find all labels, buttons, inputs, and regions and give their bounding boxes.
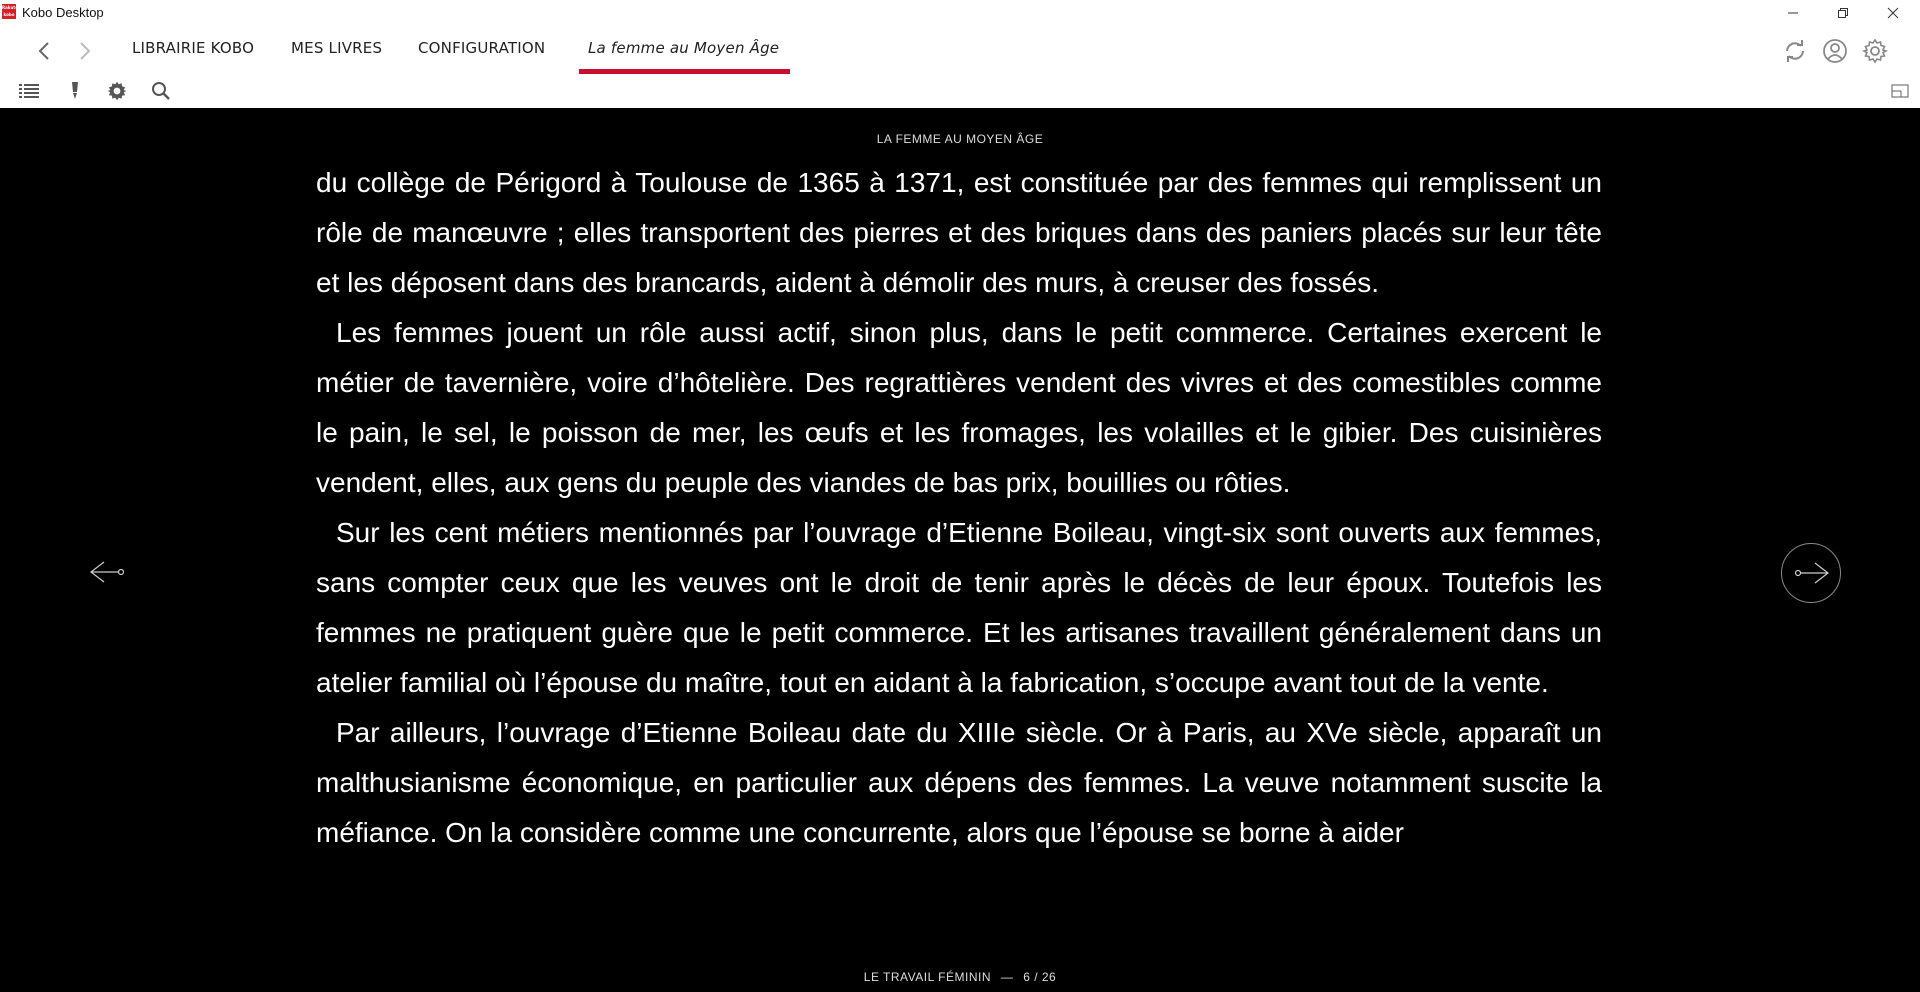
window-title: Kobo Desktop: [22, 5, 104, 20]
tab-configuration[interactable]: CONFIGURATION: [418, 39, 546, 57]
page-indicator: 6 / 26: [1023, 970, 1057, 984]
tab-librairie-kobo[interactable]: LIBRAIRIE KOBO: [132, 39, 255, 57]
sync-button[interactable]: [1780, 36, 1810, 66]
gear-icon: [1862, 38, 1888, 64]
title-bar: [0, 0, 1920, 26]
reading-toolbar: [0, 74, 1920, 109]
fullscreen-icon: [1891, 83, 1909, 99]
paragraph: du collège de Périgord à Toulouse de 1365 à 1371, est constituée par des femmes qui remplissent un rôle de manœuvre ; elles transportent des pierres et des briques dans des paniers placés sur leur tête et les déposent dans des brancards, aident à démolir des murs, à creuser des fossés.: [316, 167, 1602, 298]
minimize-button[interactable]: [1770, 0, 1816, 26]
restore-icon: [1837, 7, 1849, 19]
footer-separator: —: [1000, 970, 1014, 984]
previous-page-button[interactable]: [78, 542, 138, 602]
paragraph: Par ailleurs, l’ouvrage d’Etienne Boileau date du XIIIe siècle. Or à Paris, au XVe siècle, apparaît un malthusianisme économique, en particulier aux dépens des femmes. La veuve notamment suscite la méfiance. On la considère comme une concurrente, alors que l’épouse se borne à aider: [316, 717, 1602, 848]
highlighter-button[interactable]: [62, 79, 86, 103]
table-of-contents-button[interactable]: [17, 79, 41, 103]
next-page-arrow-icon: [1791, 558, 1831, 588]
tab-mes-livres[interactable]: MES LIVRES: [291, 39, 383, 57]
running-head: LA FEMME AU MOYEN ÂGE: [876, 132, 1044, 146]
paragraph: Les femmes jouent un rôle aussi actif, sinon plus, dans le petit commerce. Certaines exercent le métier de tavernière, voire d’hôtelière. Des regrattières vendent des vivres et des comestibles comme le pain, le sel, le poisson de mer, les œufs et les fromages, les volailles et le gibier. Des cuisinières vendent, elles, aux gens du peuple des viandes de bas prix, bouillies ou rôties.: [316, 317, 1602, 498]
logo-text: Rakuten kobo: [2, 5, 21, 17]
navigation-bar: [0, 26, 1920, 74]
highlighter-icon: [67, 81, 81, 101]
paragraph: Sur les cent métiers mentionnés par l’ouvrage d’Etienne Boileau, vingt-six sont ouverts aux femmes, sans compter ceux que les veuves ont le droit de tenir après le décès de leur époux. Toutefois les femmes ne pratiquent guère que le petit commerce. Et les artisanes travaillent généralement dans un atelier familial où l’épouse du maître, tout en aidant à la fabrication, s’occupe avant tout de la vente.: [316, 517, 1602, 698]
page-footer: [0, 970, 1920, 984]
chevron-left-icon: [37, 41, 51, 61]
chevron-right-icon: [78, 41, 92, 61]
search-icon: [151, 81, 171, 101]
minimize-icon: [1787, 7, 1799, 19]
kobo-logo-icon: [2, 4, 21, 19]
search-button[interactable]: [149, 79, 173, 103]
restore-button[interactable]: [1820, 0, 1866, 26]
previous-page-arrow-icon: [88, 557, 128, 587]
close-button[interactable]: [1870, 0, 1916, 26]
sync-icon: [1782, 38, 1808, 64]
reading-settings-button[interactable]: [105, 79, 129, 103]
page-text: [316, 158, 1602, 858]
forward-button[interactable]: [72, 38, 98, 64]
fullscreen-button[interactable]: [1888, 79, 1912, 103]
table-of-contents-icon: [19, 83, 39, 99]
tab-current-book[interactable]: La femme au Moyen Âge: [588, 39, 780, 57]
account-icon: [1822, 38, 1848, 64]
next-page-button[interactable]: [1781, 543, 1841, 603]
back-button[interactable]: [31, 38, 57, 64]
account-button[interactable]: [1820, 36, 1850, 66]
close-icon: [1887, 7, 1899, 19]
reader-page: [0, 108, 1920, 992]
reading-settings-icon: [106, 80, 128, 102]
chapter-title: LE TRAVAIL FÉMININ: [863, 970, 992, 984]
settings-button[interactable]: [1860, 36, 1890, 66]
